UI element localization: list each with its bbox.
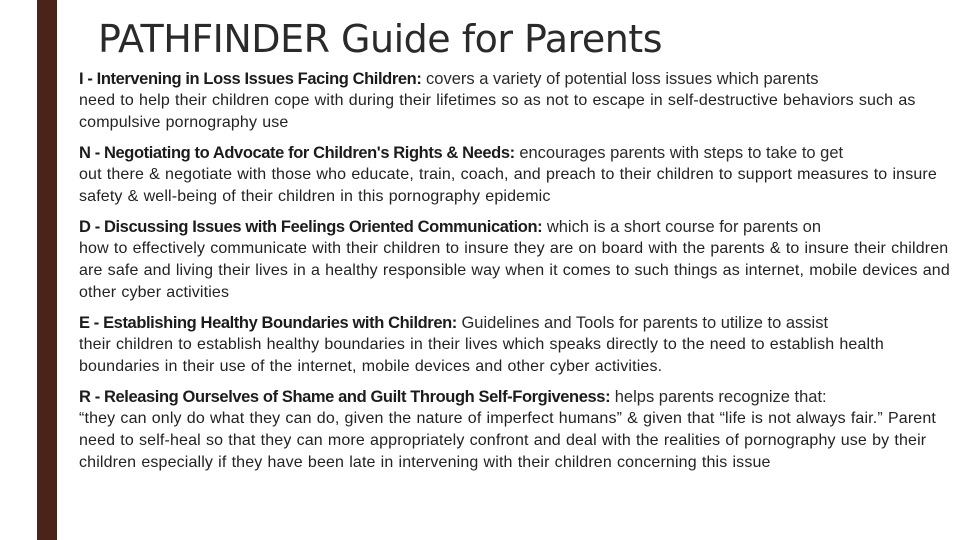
section-head — [79, 216, 955, 238]
section-heading: N - Negotiating to Advocate for Children's Rights & Needs: — [79, 144, 515, 162]
section-head — [79, 142, 955, 164]
section-heading: E - Establishing Healthy Boundaries with Children: — [79, 314, 457, 332]
section-lead: Guidelines and Tools for parents to utilize to assist — [456, 314, 829, 332]
section-body: out there & negotiate with those who educate, train, coach, and preach to their children to support measures to insure safety & well-being of their children in this pornography epidemic — [79, 166, 937, 205]
section-body: their children to establish healthy boundaries in their lives which speaks directly to the need to establish health boundaries in their use of the internet, mobile devices and other cyber activities. — [79, 336, 884, 375]
section-head — [79, 68, 955, 90]
section-lead: covers a variety of potential loss issues which parents — [421, 70, 819, 88]
section-establishing — [79, 312, 955, 378]
section-heading: D - Discussing Issues with Feelings Oriented Communication: — [79, 218, 543, 236]
section-lead: which is a short course for parents on — [542, 218, 822, 236]
slide-title: PATHFINDER Guide for Parents — [98, 17, 662, 61]
section-heading: I - Intervening in Loss Issues Facing Children: — [79, 70, 422, 88]
section-discussing — [79, 216, 955, 304]
section-head — [79, 312, 955, 334]
section-intervening — [79, 68, 955, 134]
section-heading: R - Releasing Ourselves of Shame and Guilt Through Self-Forgiveness: — [79, 388, 611, 406]
accent-bar — [37, 0, 57, 540]
section-negotiating — [79, 142, 955, 208]
section-body: need to help their children cope with during their lifetimes so as not to escape in self-destructive behaviors such as compulsive pornography use — [79, 92, 916, 131]
section-lead: encourages parents with steps to take to get — [514, 144, 844, 162]
section-lead: helps parents recognize that: — [610, 388, 827, 406]
section-body: how to effectively communicate with their children to insure they are on board with the parents & to insure their children are safe and living their lives in a healthy responsible way when it comes to such things as internet, mobile devices and other cyber activities — [79, 240, 950, 301]
content-area — [79, 68, 955, 482]
section-releasing — [79, 386, 955, 474]
section-head — [79, 386, 955, 408]
section-body: “they can only do what they can do, given the nature of imperfect humans” & given that “life is not always fair.” Parent need to self-heal so that they can more appropriately confront and deal with the realities of pornography use by their children especially if they have been late in intervening with their children concerning this issue — [79, 410, 936, 471]
